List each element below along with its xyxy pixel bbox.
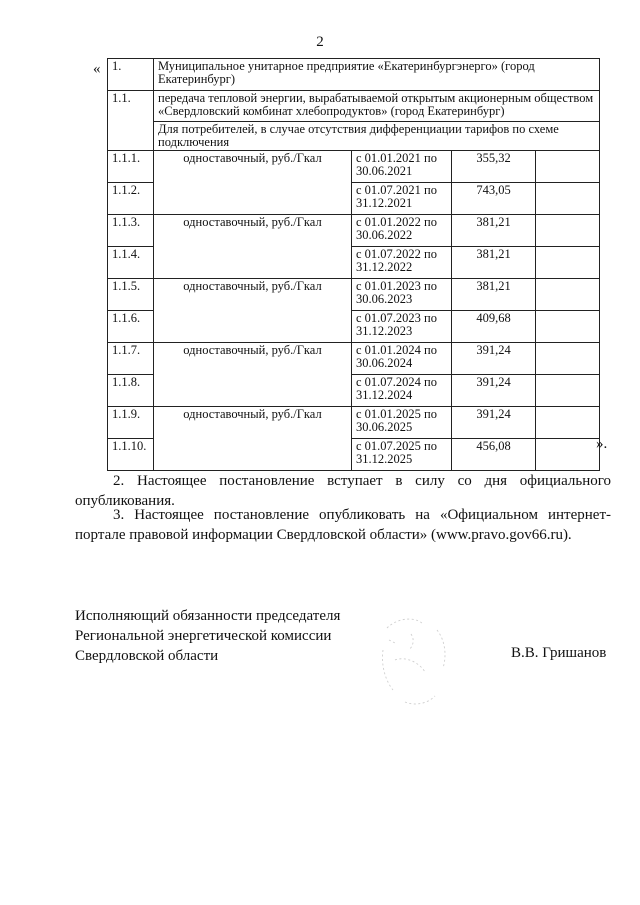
row-number: 1.1.9. bbox=[108, 407, 154, 439]
signer-title-line-2: Региональной энергетической комиссии bbox=[75, 628, 332, 644]
empty-cell bbox=[536, 151, 600, 183]
row-number: 1. bbox=[108, 59, 154, 91]
tariff-value: 391,24 bbox=[452, 407, 536, 439]
tariff-type: одноставочный, руб./Гкал bbox=[154, 215, 352, 279]
tariff-period: с 01.07.2022 по 31.12.2022 bbox=[352, 247, 452, 279]
paragraph-3 bbox=[75, 505, 611, 545]
tariff-value: 409,68 bbox=[452, 311, 536, 343]
table-row bbox=[108, 279, 600, 311]
opening-quote-mark: « bbox=[93, 61, 101, 77]
empty-cell bbox=[536, 407, 600, 439]
tariff-value: 391,24 bbox=[452, 343, 536, 375]
signature-stamp-mark bbox=[375, 610, 455, 710]
tariff-type: одноставочный, руб./Гкал bbox=[154, 151, 352, 215]
tariff-type: одноставочный, руб./Гкал bbox=[154, 279, 352, 343]
empty-cell bbox=[536, 343, 600, 375]
tariff-value: 456,08 bbox=[452, 439, 536, 471]
tariff-period: с 01.07.2021 по 31.12.2021 bbox=[352, 183, 452, 215]
tariff-period: с 01.01.2021 по 30.06.2021 bbox=[352, 151, 452, 183]
table-row bbox=[108, 215, 600, 247]
row-number: 1.1.6. bbox=[108, 311, 154, 343]
empty-cell bbox=[536, 439, 600, 471]
tariff-period: с 01.01.2023 по 30.06.2023 bbox=[352, 279, 452, 311]
tariff-table bbox=[107, 58, 600, 471]
signer-name: В.В. Гришанов bbox=[511, 645, 607, 661]
signer-title-line-3: Свердловской области bbox=[75, 648, 219, 664]
tariff-value: 355,32 bbox=[452, 151, 536, 183]
empty-cell bbox=[536, 183, 600, 215]
tariff-value: 391,24 bbox=[452, 375, 536, 407]
consumer-note: Для потребителей, в случае отсутствия дифференциации тарифов по схеме подключения bbox=[154, 122, 600, 151]
empty-cell bbox=[536, 375, 600, 407]
tariff-period: с 01.07.2023 по 31.12.2023 bbox=[352, 311, 452, 343]
tariff-period: с 01.07.2025 по 31.12.2025 bbox=[352, 439, 452, 471]
row-number: 1.1.1. bbox=[108, 151, 154, 183]
table-row bbox=[108, 407, 600, 439]
table-row-service bbox=[108, 91, 600, 122]
row-number: 1.1.8. bbox=[108, 375, 154, 407]
closing-quote-mark: ». bbox=[596, 436, 608, 452]
row-number: 1.1.7. bbox=[108, 343, 154, 375]
tariff-value: 381,21 bbox=[452, 215, 536, 247]
empty-cell bbox=[536, 279, 600, 311]
organization-name: Муниципальное унитарное предприятие «Екатеринбургэнерго» (город Екатеринбург) bbox=[154, 59, 600, 91]
page-number: 2 bbox=[316, 34, 324, 50]
paragraph-2-text: 2. Настоящее постановление вступает в силу со дня официального опубликования. bbox=[75, 473, 611, 509]
row-number: 1.1.3. bbox=[108, 215, 154, 247]
table-row bbox=[108, 151, 600, 183]
tariff-value: 743,05 bbox=[452, 183, 536, 215]
table-row bbox=[108, 343, 600, 375]
tariff-period: с 01.07.2024 по 31.12.2024 bbox=[352, 375, 452, 407]
row-number: 1.1.2. bbox=[108, 183, 154, 215]
tariff-value: 381,21 bbox=[452, 279, 536, 311]
row-number: 1.1.5. bbox=[108, 279, 154, 311]
empty-cell bbox=[536, 247, 600, 279]
tariff-period: с 01.01.2024 по 30.06.2024 bbox=[352, 343, 452, 375]
tariff-period: с 01.01.2025 по 30.06.2025 bbox=[352, 407, 452, 439]
signature-block bbox=[75, 606, 340, 666]
tariff-type: одноставочный, руб./Гкал bbox=[154, 343, 352, 407]
paragraph-3-text: 3. Настоящее постановление опубликовать на «Официальном интернет-портале правовой информации Свердловской области» (www.pravo.gov66.ru). bbox=[75, 507, 611, 543]
tariff-type: одноставочный, руб./Гкал bbox=[154, 407, 352, 471]
row-number: 1.1.4. bbox=[108, 247, 154, 279]
empty-cell bbox=[536, 215, 600, 247]
tariff-value: 381,21 bbox=[452, 247, 536, 279]
table-row-organization bbox=[108, 59, 600, 91]
table-row-note bbox=[108, 122, 600, 151]
row-number: 1.1. bbox=[108, 91, 154, 151]
service-description: передача тепловой энергии, вырабатываемой открытым акционерным обществом «Свердловский комбинат хлебопродуктов» (город Екатеринбург) bbox=[154, 91, 600, 122]
empty-cell bbox=[536, 311, 600, 343]
tariff-period: с 01.01.2022 по 30.06.2022 bbox=[352, 215, 452, 247]
signer-title-line-1: Исполняющий обязанности председателя bbox=[75, 608, 341, 624]
row-number: 1.1.10. bbox=[108, 439, 154, 471]
